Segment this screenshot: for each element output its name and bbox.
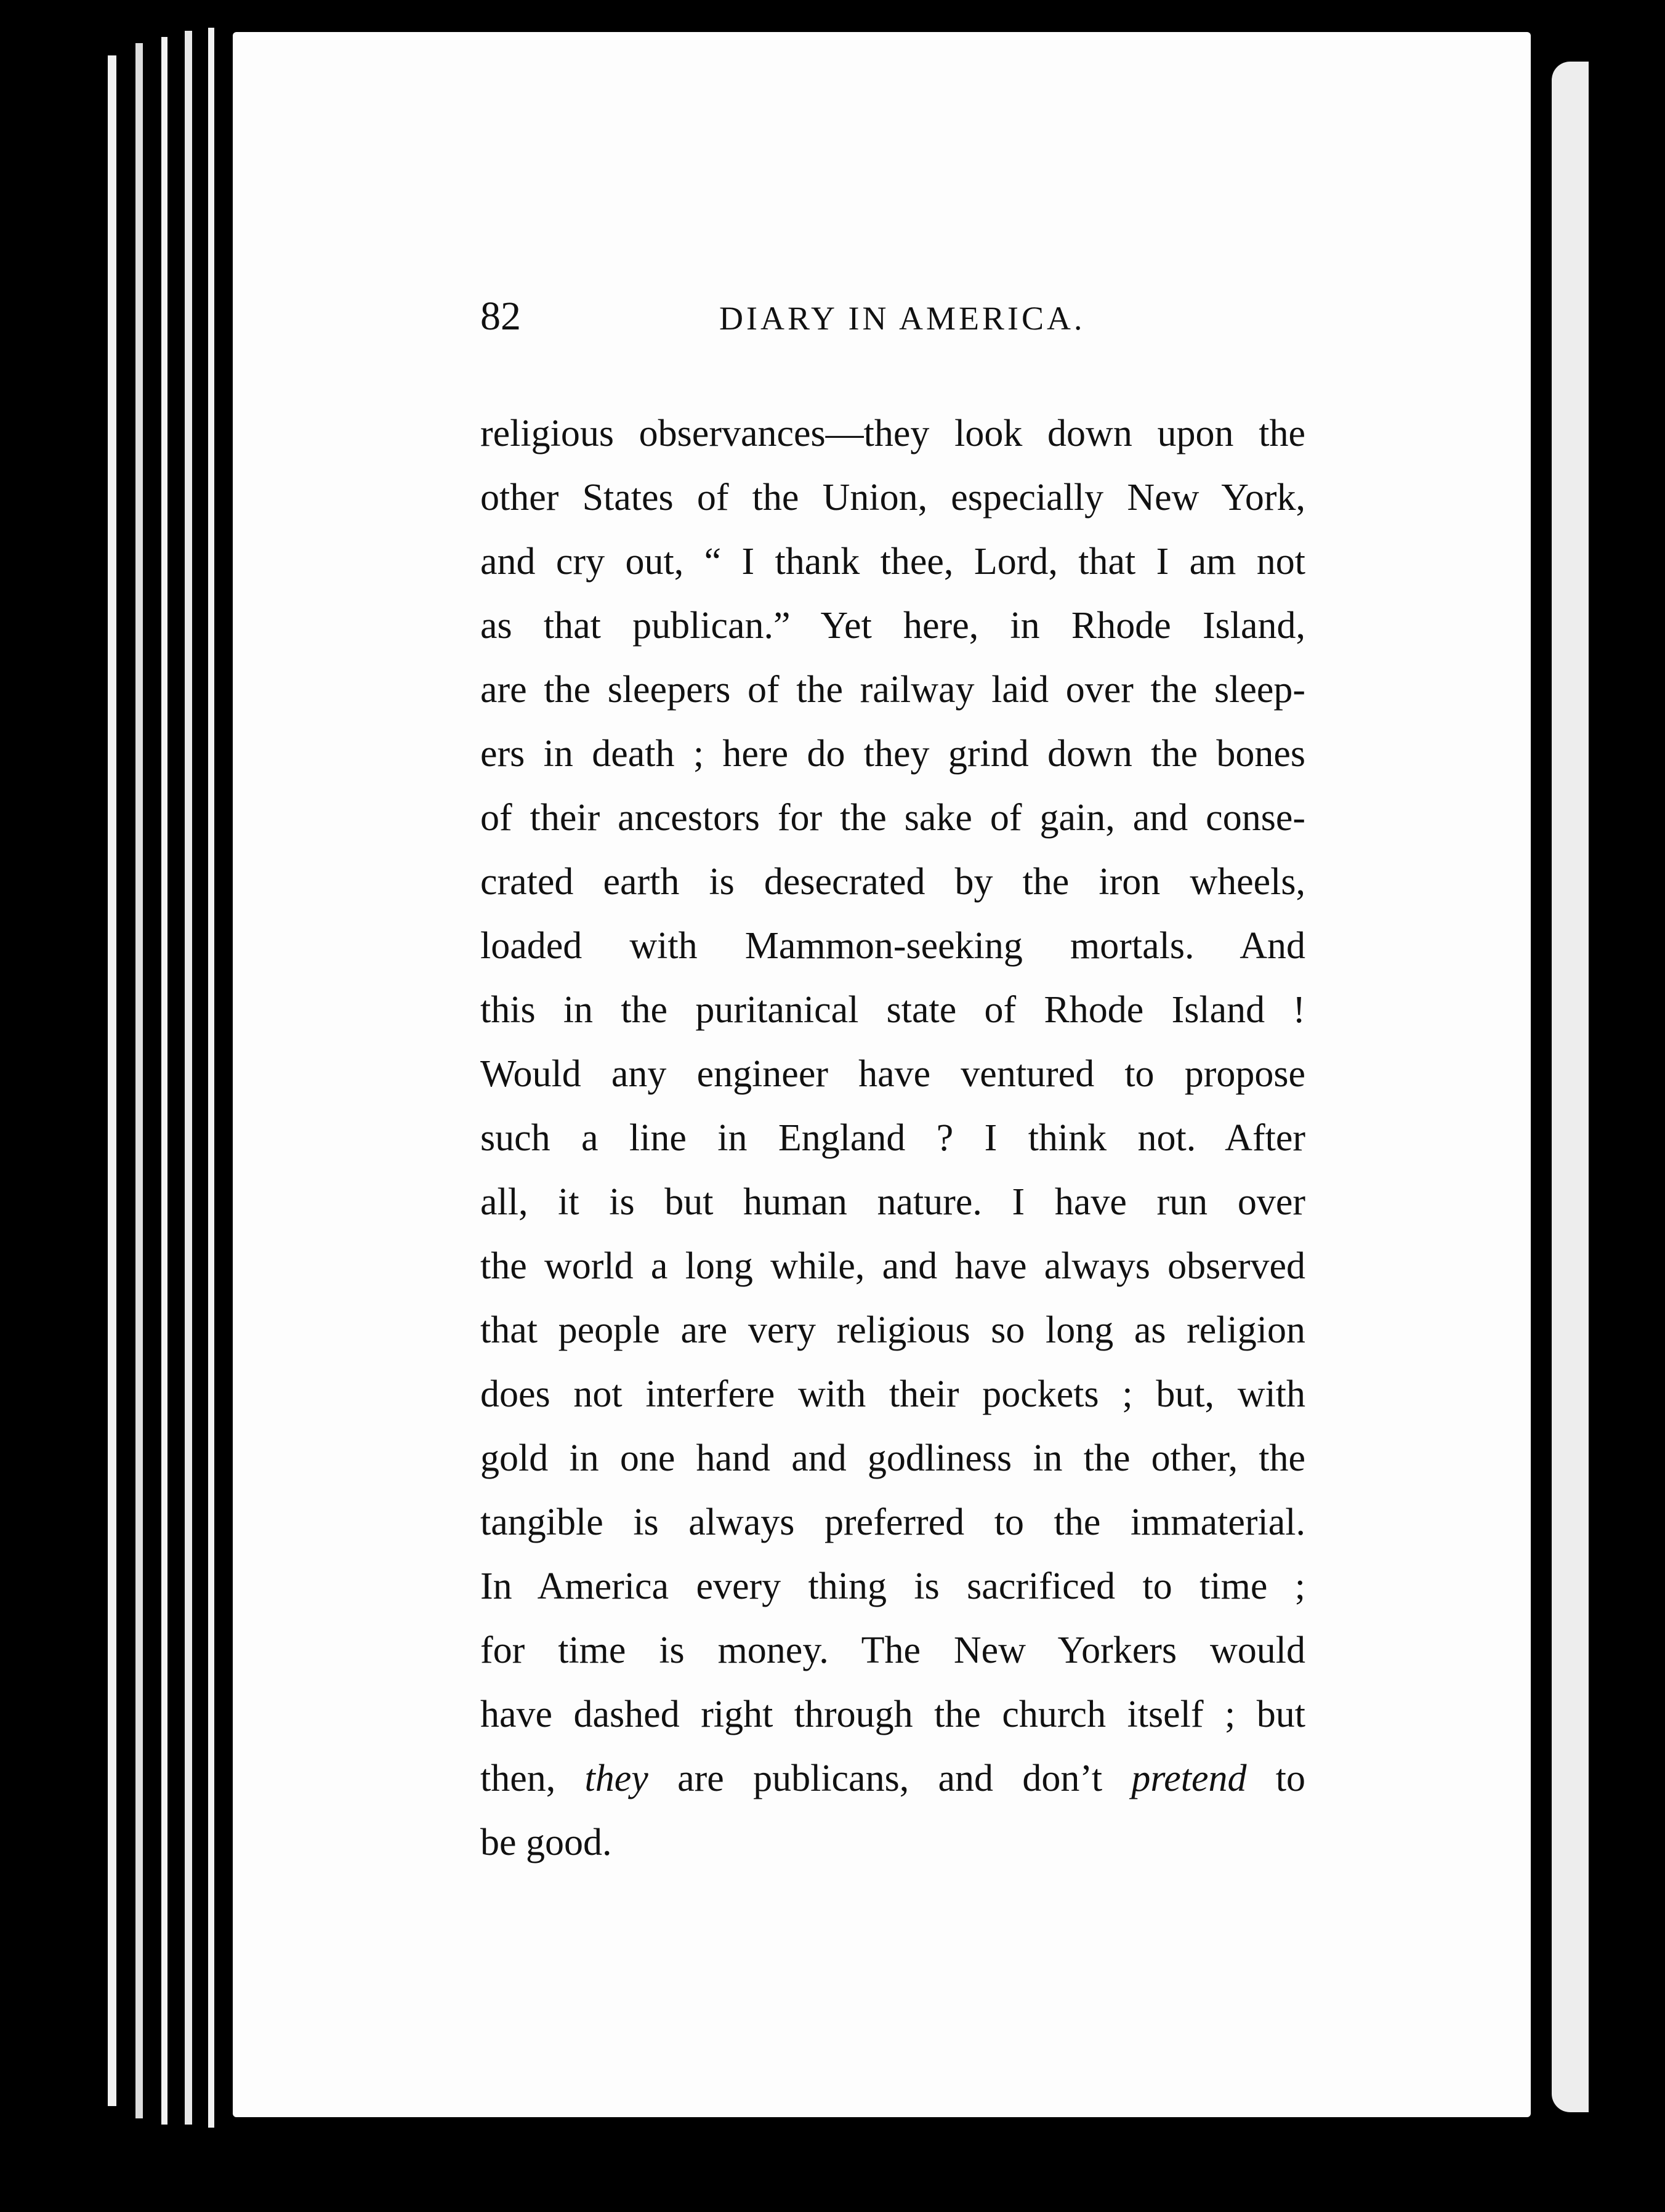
text-line-with-italics (480, 1746, 1305, 1810)
text-line: religious observances—they look down upon the (480, 413, 1305, 454)
book-page (233, 32, 1531, 2117)
text-line: are the sleepers of the railway laid over the sleep- (480, 669, 1305, 711)
text-line: this in the puritanical state of Rhode Island ! (480, 989, 1305, 1031)
text-segment: are publicans, and don’t (648, 1758, 1132, 1799)
text-segment: then, (480, 1758, 585, 1799)
text-segment: to (1246, 1758, 1305, 1799)
text-line: tangible is always preferred to the immaterial. (480, 1501, 1305, 1543)
text-line: such a line in England ? I think not. After (480, 1117, 1305, 1159)
italic-word: pretend (1131, 1758, 1247, 1799)
page-header (233, 293, 1531, 361)
text-line: as that publican.” Yet here, in Rhode Island, (480, 605, 1305, 647)
running-head: DIARY IN AMERICA. (719, 300, 1086, 337)
page-edge (108, 55, 116, 2106)
body-text (480, 402, 1305, 1875)
italic-word: they (584, 1758, 648, 1799)
text-line: loaded with Mammon-seeking mortals. And (480, 925, 1305, 967)
text-line: ers in death ; here do they grind down the bones (480, 733, 1305, 775)
page-edge (185, 31, 192, 2125)
text-line: that people are very religious so long as religion (480, 1309, 1305, 1351)
page-number: 82 (480, 294, 521, 339)
text-line: the world a long while, and have always observed (480, 1245, 1305, 1287)
text-line: for time is money. The New Yorkers would (480, 1629, 1305, 1671)
text-line: other States of the Union, especially New York, (480, 477, 1305, 519)
page-edge (135, 43, 143, 2118)
text-line: of their ancestors for the sake of gain, and conse- (480, 797, 1305, 839)
text-line: and cry out, “ I thank thee, Lord, that I am not (480, 541, 1305, 583)
text-line: have dashed right through the church itself ; but (480, 1693, 1305, 1735)
page-edge (161, 37, 167, 2125)
text-line: Would any engineer have ventured to propose (480, 1053, 1305, 1095)
text-line: all, it is but human nature. I have run over (480, 1181, 1305, 1223)
text-line: gold in one hand and godliness in the other, the (480, 1437, 1305, 1479)
text-line: In America every thing is sacrificed to time ; (480, 1565, 1305, 1607)
page-edge (208, 28, 214, 2128)
text-line: does not interfere with their pockets ; but, with (480, 1373, 1305, 1415)
facing-page-edge (1552, 62, 1589, 2112)
text-line: be good. (480, 1822, 612, 1863)
text-line: crated earth is desecrated by the iron wheels, (480, 861, 1305, 903)
